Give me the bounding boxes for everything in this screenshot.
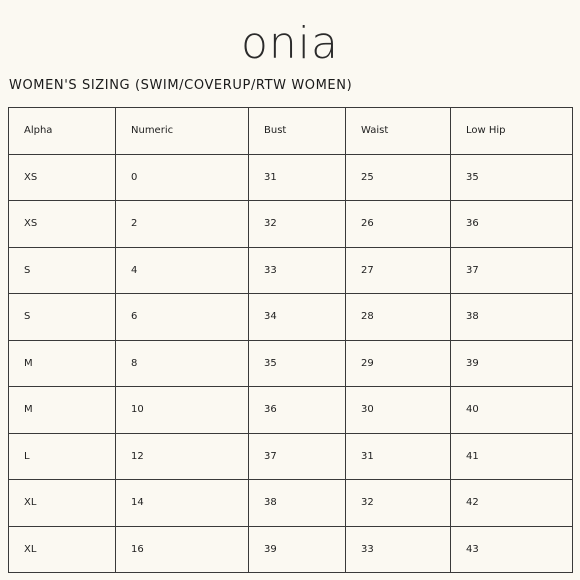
- cell-low-hip: 35: [451, 154, 573, 201]
- cell-numeric: 12: [116, 433, 249, 480]
- cell-low-hip: 39: [451, 340, 573, 387]
- cell-numeric: 14: [116, 480, 249, 527]
- cell-alpha: L: [9, 433, 116, 480]
- column-header-low-hip: Low Hip: [451, 108, 573, 155]
- table-row: [9, 433, 573, 480]
- cell-numeric: 8: [116, 340, 249, 387]
- cell-bust: 32: [249, 201, 346, 248]
- cell-low-hip: 43: [451, 526, 573, 573]
- cell-alpha: XS: [9, 154, 116, 201]
- cell-bust: 34: [249, 294, 346, 341]
- cell-numeric: 4: [116, 247, 249, 294]
- brand-logo: onia: [241, 18, 339, 69]
- column-header-bust: Bust: [249, 108, 346, 155]
- cell-waist: 29: [346, 340, 451, 387]
- table-row: [9, 387, 573, 434]
- table-header-row: [9, 108, 573, 155]
- table-row: [9, 526, 573, 573]
- cell-numeric: 10: [116, 387, 249, 434]
- column-header-alpha: Alpha: [9, 108, 116, 155]
- cell-waist: 28: [346, 294, 451, 341]
- table-row: [9, 154, 573, 201]
- column-header-numeric: Numeric: [116, 108, 249, 155]
- table-row: [9, 480, 573, 527]
- cell-numeric: 0: [116, 154, 249, 201]
- cell-low-hip: 40: [451, 387, 573, 434]
- cell-numeric: 6: [116, 294, 249, 341]
- cell-waist: 25: [346, 154, 451, 201]
- table-row: [9, 247, 573, 294]
- size-chart-table: [8, 107, 573, 573]
- cell-numeric: 16: [116, 526, 249, 573]
- cell-low-hip: 41: [451, 433, 573, 480]
- cell-bust: 36: [249, 387, 346, 434]
- cell-alpha: S: [9, 294, 116, 341]
- cell-waist: 30: [346, 387, 451, 434]
- cell-waist: 32: [346, 480, 451, 527]
- cell-low-hip: 36: [451, 201, 573, 248]
- table-row: [9, 294, 573, 341]
- table-row: [9, 340, 573, 387]
- cell-low-hip: 42: [451, 480, 573, 527]
- cell-numeric: 2: [116, 201, 249, 248]
- cell-alpha: S: [9, 247, 116, 294]
- cell-alpha: XL: [9, 526, 116, 573]
- cell-bust: 35: [249, 340, 346, 387]
- cell-waist: 33: [346, 526, 451, 573]
- cell-bust: 33: [249, 247, 346, 294]
- cell-low-hip: 38: [451, 294, 573, 341]
- cell-alpha: M: [9, 340, 116, 387]
- cell-alpha: XL: [9, 480, 116, 527]
- table-row: [9, 201, 573, 248]
- cell-alpha: M: [9, 387, 116, 434]
- cell-bust: 31: [249, 154, 346, 201]
- cell-low-hip: 37: [451, 247, 573, 294]
- cell-waist: 31: [346, 433, 451, 480]
- cell-waist: 26: [346, 201, 451, 248]
- column-header-waist: Waist: [346, 108, 451, 155]
- cell-bust: 37: [249, 433, 346, 480]
- cell-bust: 39: [249, 526, 346, 573]
- cell-waist: 27: [346, 247, 451, 294]
- cell-alpha: XS: [9, 201, 116, 248]
- page-title: WOMEN'S SIZING (SWIM/COVERUP/RTW WOMEN): [9, 78, 353, 93]
- cell-bust: 38: [249, 480, 346, 527]
